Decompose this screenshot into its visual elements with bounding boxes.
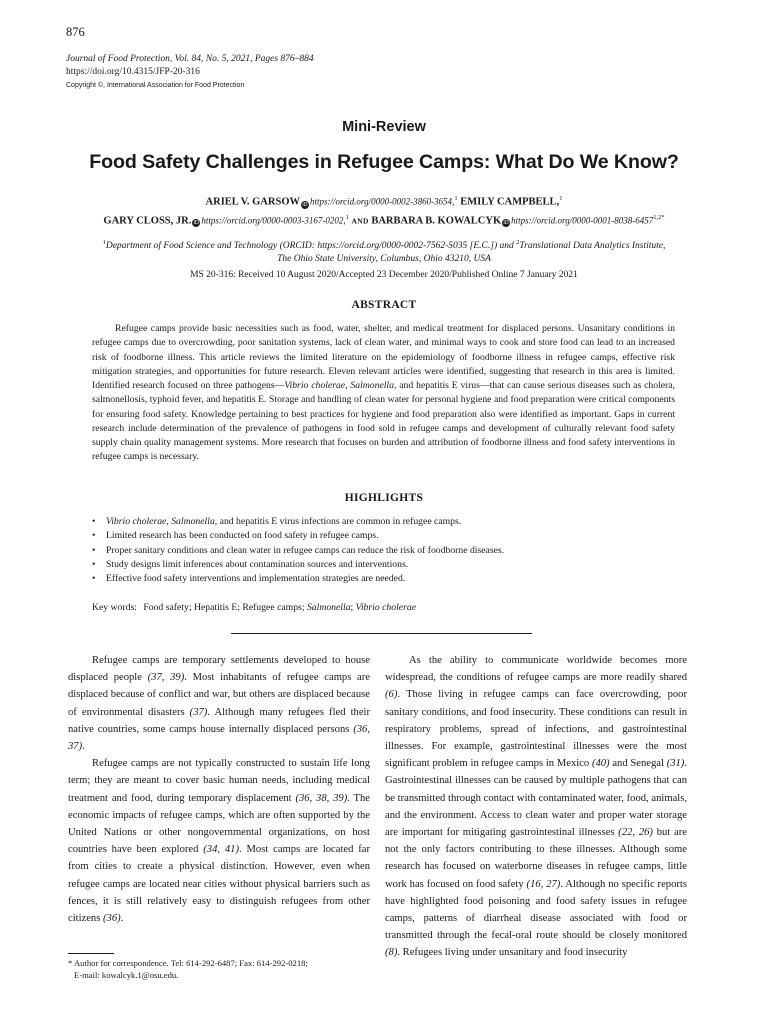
citation[interactable]: (8) (385, 947, 398, 959)
keywords-label: Key words: (92, 602, 137, 613)
body-text: Refugee camps are temporary settlements developed to house displaced people (68, 655, 370, 684)
body-text: . (82, 741, 85, 753)
affiliation-line-2: The Ohio State University, Columbus, Ohio 43210, USA (277, 254, 491, 265)
doi-link[interactable]: https://doi.org/10.4315/JFP-20-316 (66, 67, 200, 77)
correspondence-footnote (68, 957, 374, 982)
highlight-text: and hepatitis E virus infections are common in refugee camps. (217, 516, 462, 527)
body-text: and Senegal (609, 758, 667, 770)
affiliations (70, 236, 698, 266)
highlight-item: • Limited research has been conducted on food safety in refugee camps. (92, 529, 692, 543)
abstract-body (92, 322, 675, 465)
body-column-left (68, 652, 370, 927)
citation[interactable]: (31) (666, 758, 685, 770)
abstract-pathogens: Vibrio cholerae, Salmonella, (284, 380, 397, 391)
citation[interactable]: (34, 41) (203, 844, 240, 856)
orcid-link[interactable]: https://orcid.org/0000-0003-3167-0202, (201, 215, 346, 225)
body-text: . The economic impacts of refugee camps, which are often supported by the United Nations or other nongovernmental organizations, on host countries have been explored (68, 792, 370, 856)
footnote-email[interactable]: E-mail: kowalcyk.1@osu.edu. (74, 970, 179, 981)
highlight-item: • Effective food safety interventions and implementation strategies are needed. (92, 572, 692, 586)
body-text: . Most camps are located far from cities to create a physical distinction. However, even when refugee camps are located near cities without physical barriers such as fences, it is still relatively easy to distinguish refugees from other citizens (68, 844, 371, 925)
highlight-italic: Vibrio cholerae, Salmonella, (106, 516, 218, 527)
author-name: ARIEL V. GARSOW (205, 196, 300, 208)
affiliation-marker: 1,2* (653, 213, 665, 221)
journal-citation: Journal of Food Protection, Vol. 84, No. 5, 2021, Pages 876–884 (66, 54, 314, 64)
citation[interactable]: (36, 37) (68, 723, 370, 753)
abstract-text: and hepatitis E virus—that can cause serious diseases such as cholera, salmonellosis, typhoid fever, and hepatitis E. Storage and handling of clean water for personal hygiene and food preparation were critical components for ensuring food safety. Knowledge pertaining to best practices for hygiene and food preparation also were identified as important. Gaps in current research include determination of the prevalence of pathogens in food sold in refugee camps and development of culturally relevant food safety supply chain quality management systems. More research that focuses on burden and attribution of foodborne illness and food safety interventions in refugee camps is necessary. (92, 380, 675, 463)
body-column-right (385, 652, 687, 962)
body-paragraph (68, 652, 370, 755)
affiliation-text: Translational Data Analytics Institute, (519, 241, 666, 252)
body-text: but are not the only factors contributing to these illnesses. Although some research has focused on waterborne diseases in refugee camps, little work has focused on food safety (385, 827, 687, 890)
body-text: . (120, 913, 124, 925)
body-text: . Most inhabitants of refugee camps are displaced because of conflict and war, but others are displaced because of environmental disasters (68, 672, 370, 718)
author-line-1 (30, 191, 738, 210)
abstract-heading: ABSTRACT (351, 299, 417, 311)
author-name: BARBARA B. KOWALCYK (371, 215, 502, 226)
citation[interactable]: (40) (591, 758, 610, 770)
orcid-icon[interactable]: iD (503, 220, 509, 226)
highlight-item: • Proper sanitary conditions and clean water in refugee camps can reduce the risk of foodborne diseases. (92, 544, 692, 558)
highlights-list (92, 515, 692, 586)
and-conjunction: AND (351, 216, 369, 225)
affiliation-line-1 (70, 236, 698, 253)
orcid-link[interactable]: https://orcid.org/0000-0002-3860-3654, (309, 196, 455, 207)
body-paragraph (68, 755, 370, 927)
citation[interactable]: (36, 38, 39) (295, 792, 348, 804)
keywords (92, 602, 416, 613)
orcid-link[interactable]: https://orcid.org/0000-0001-8038-6457 (511, 215, 654, 225)
affiliation-marker: 2 (516, 239, 520, 246)
highlights-heading: HIGHLIGHTS (344, 492, 424, 504)
body-text: . Although many refugees fled their native countries, some camps house internally displaced persons (68, 706, 370, 735)
keyword-separator: ; (350, 602, 354, 613)
highlight-item (92, 515, 692, 529)
section-label: Mini-Review (342, 119, 426, 135)
footnote-divider (68, 953, 114, 954)
author-list (30, 191, 738, 228)
citation[interactable]: (36) (103, 913, 121, 925)
citation[interactable]: (22, 26) (618, 827, 653, 839)
abstract-text: Refugee camps provide basic necessities such as food, water, shelter, and medical treatment for displaced persons. Unsanitary conditions in refugee camps due to overcrowding, poor sanitation systems, lack of clean water, and minimal ways to cook and store food can lead to an increased risk of foodborne illness. This article reviews the limited literature on the epidemiology of foodborne illness in refugee camps, effective risk mitigation strategies, and opportunities for future research. Eleven relevant articles were identified, suggesting that research in this area is limited. Identified research focused on three pathogens— (92, 323, 675, 391)
section-divider (231, 633, 532, 634)
orcid-icon[interactable]: iD (302, 201, 308, 208)
body-text: . Gastrointestinal illnesses can be caused by multiple pathogens that can be transmitted through contact with contaminated water, food, animals, and the environment. Access to clean water and proper water storage are important for mitigating gastrointestinal illnesses (385, 758, 687, 839)
keyword-italic: Vibrio cholerae (355, 602, 417, 613)
affiliation-text: Department of Food Science and Technology (ORCID: https://orcid.org/0000-0002-7562-5035 [E.C.]) and (105, 241, 514, 252)
body-text: . Although no specific reports have highlighted food poisoning and food safety issues in refugee camps, patterns of diarrheal disease associated with food or transmitted through the fecal-oral route should be closely monitored (385, 878, 687, 942)
citation[interactable]: (37, 39) (147, 672, 185, 684)
journal-meta (66, 53, 314, 92)
body-text: Refugee camps are not typically constructed to sustain life long term; they are meant to cover basic human needs, including medical treatment and food, during temporary displacement (68, 758, 370, 804)
copyright-line: Copyright ©, International Association for Food Protection (66, 82, 245, 89)
citation[interactable]: (6) (385, 689, 398, 701)
affiliation-marker: 1 (559, 195, 563, 202)
body-paragraph (385, 652, 687, 962)
orcid-icon[interactable]: iD (193, 220, 199, 226)
affiliation-marker: 1 (454, 195, 458, 202)
citation[interactable]: (16, 27) (526, 878, 561, 890)
citation[interactable]: (37) (189, 706, 208, 718)
body-text: . Refugees living under unsanitary and food insecurity (397, 947, 628, 959)
body-text: . Those living in refugee camps can face overcrowding, poor sanitary conditions, and food insecurity. These conditions can result in respiratory problems, spread of infections, and gastrointestinal illnesses. For example, gastrointestinal illnesses were the most significant problem in refugee camps in Mexico (385, 689, 687, 770)
body-text: As the ability to communicate worldwide becomes more widespread, the conditions of refugee camps are more readily shared (385, 655, 687, 684)
author-line-2 (30, 210, 738, 229)
highlight-item: • Study designs limit inferences about contamination sources and interventions. (92, 558, 692, 572)
keyword-italic: Salmonella (306, 602, 351, 613)
affiliation-marker: 1 (102, 239, 106, 246)
affiliation-marker: 1 (345, 213, 349, 221)
manuscript-dates: MS 20-316: Received 10 August 2020/Accepted 23 December 2020/Published Online 7 January 2021 (190, 270, 578, 280)
keywords-plain: Food safety; Hepatitis E; Refugee camps; (143, 602, 305, 613)
footnote-line: * Author for correspondence. Tel: 614-292-6487; Fax: 614-292-0218; (68, 958, 308, 968)
article-title: Food Safety Challenges in Refugee Camps: What Do We Know? (89, 151, 679, 173)
author-name: GARY CLOSS, JR. (103, 215, 192, 226)
author-name: EMILY CAMPBELL, (460, 196, 560, 208)
page-number: 876 (66, 25, 85, 39)
